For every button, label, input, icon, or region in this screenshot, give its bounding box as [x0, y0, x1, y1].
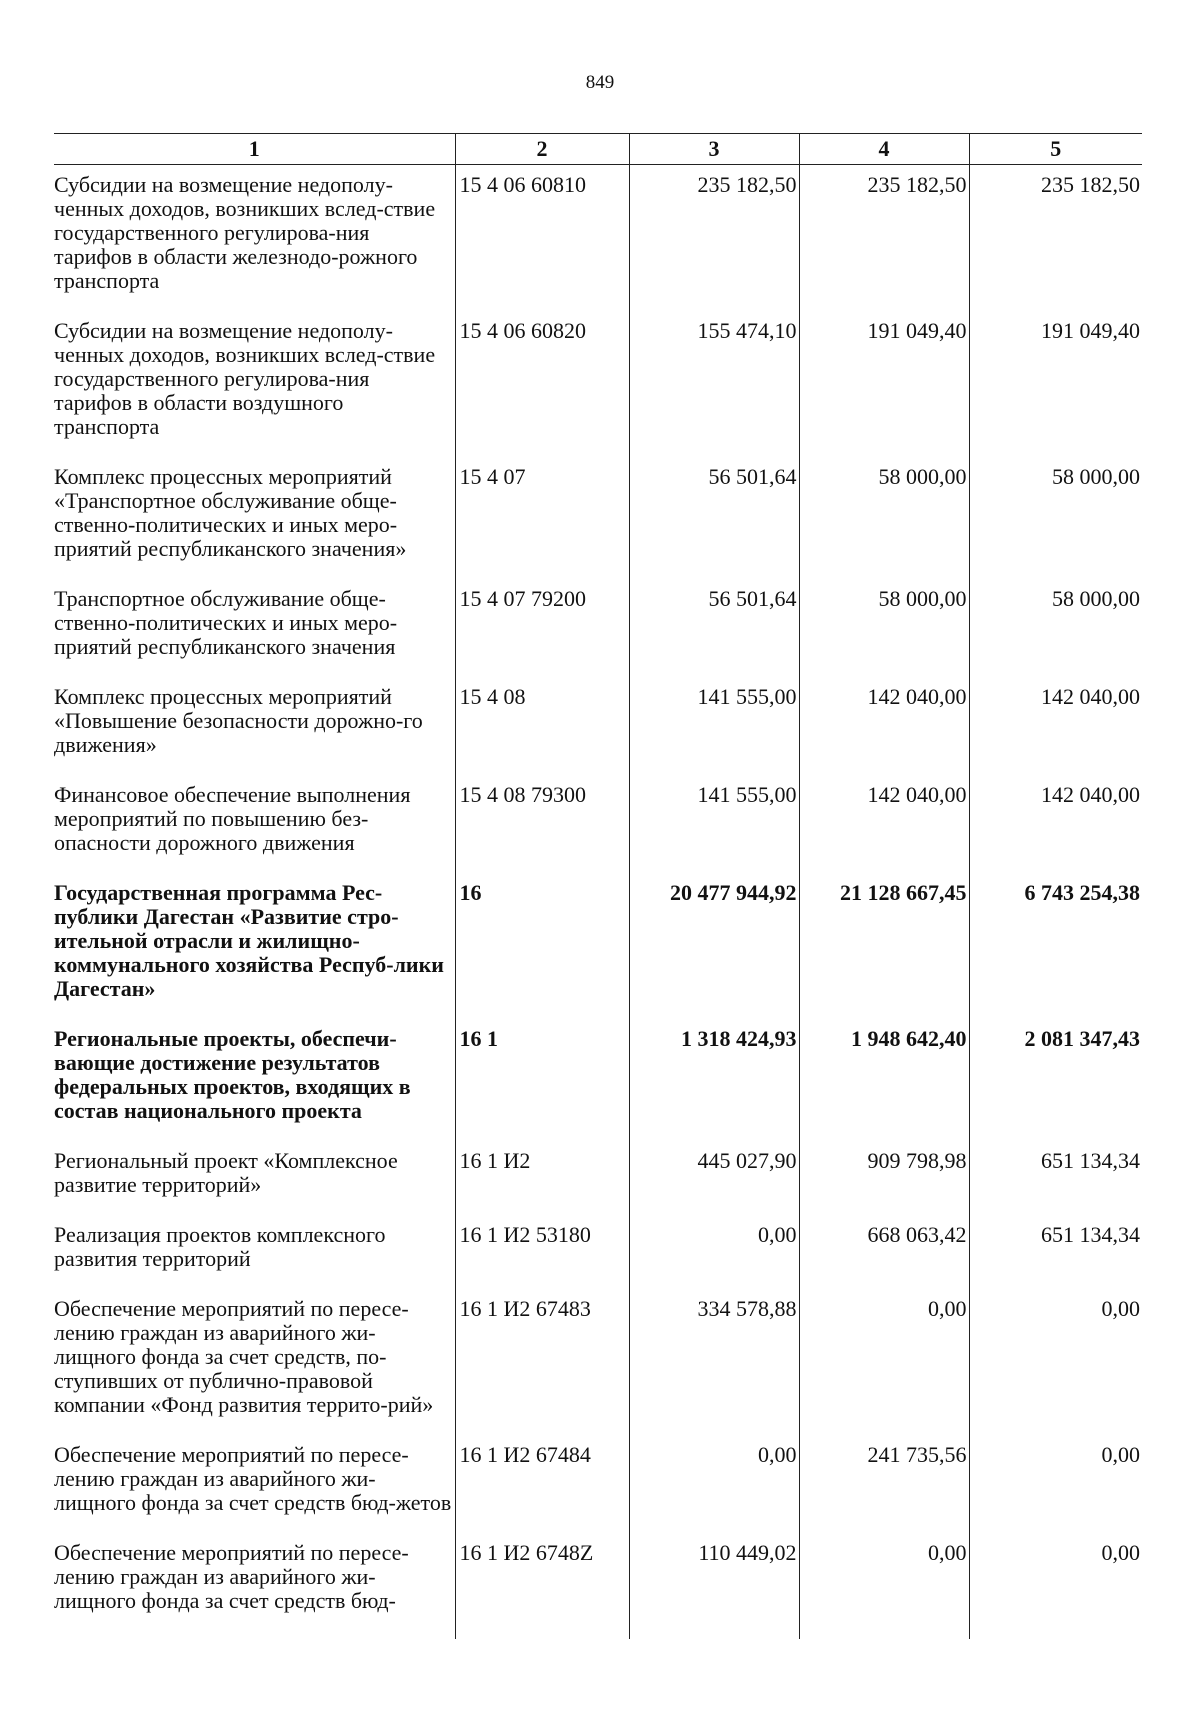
budget-table: [54, 133, 1142, 1639]
row-name: Финансовое обеспечение выполнения мероприятий по повышению без-опасности дорожного движения: [54, 782, 411, 855]
page-number: 849: [585, 72, 615, 93]
column-header-5: 5: [969, 134, 1142, 165]
row-value-col5: 0,00: [969, 1533, 1142, 1639]
row-value-col5: 6 743 254,38: [969, 873, 1142, 1019]
row-value-col4: 668 063,42: [799, 1215, 969, 1289]
row-value-col5: 0,00: [969, 1289, 1142, 1435]
table-row: [54, 1289, 1142, 1435]
row-value-col4: 191 049,40: [799, 311, 969, 457]
row-code: 16: [455, 873, 629, 1019]
table-row: [54, 311, 1142, 457]
table-row: [54, 1435, 1142, 1533]
row-name: Реализация проектов комплексного развития территорий: [54, 1222, 386, 1271]
row-code: 15 4 07 79200: [455, 579, 629, 677]
row-name: Комплекс процессных мероприятий «Повышение безопасности дорожно-го движения»: [54, 684, 423, 757]
row-name: Субсидии на возмещение недополу-ченных доходов, возникших вслед-ствие государственного регулирова-ния тарифов в области железнодо-рожного транспорта: [54, 172, 436, 293]
column-header-4: 4: [799, 134, 969, 165]
row-value-col5: 142 040,00: [969, 677, 1142, 775]
row-value-col5: 58 000,00: [969, 579, 1142, 677]
row-code: 16 1 И2 53180: [455, 1215, 629, 1289]
row-value-col4: 58 000,00: [799, 579, 969, 677]
row-name: Субсидии на возмещение недополу-ченных доходов, возникших вслед-ствие государственного регулирова-ния тарифов в области воздушного транспорта: [54, 318, 436, 439]
table-row: [54, 677, 1142, 775]
row-value-col4: 0,00: [799, 1533, 969, 1639]
row-value-col4: 0,00: [799, 1289, 969, 1435]
row-value-col5: 142 040,00: [969, 775, 1142, 873]
table-row: [54, 775, 1142, 873]
row-value-col4: 58 000,00: [799, 457, 969, 579]
row-code: 16 1: [455, 1019, 629, 1141]
row-value-col3: 0,00: [629, 1435, 799, 1533]
row-name: Обеспечение мероприятий по пересе-лению граждан из аварийного жи-лищного фонда за счет средств бюд-жетов: [54, 1442, 452, 1515]
row-value-col3: 110 449,02: [629, 1533, 799, 1639]
header-row: [54, 134, 1142, 165]
table-row: [54, 579, 1142, 677]
row-code: 15 4 08 79300: [455, 775, 629, 873]
row-code: 16 1 И2 67483: [455, 1289, 629, 1435]
row-code: 15 4 08: [455, 677, 629, 775]
row-value-col3: 235 182,50: [629, 165, 799, 312]
row-name: Обеспечение мероприятий по пересе-лению граждан из аварийного жи-лищного фонда за счет средств, по-ступивших от публично-правовой компании «Фонд развития террито-рий»: [54, 1296, 434, 1417]
row-value-col4: 235 182,50: [799, 165, 969, 312]
column-header-3: 3: [629, 134, 799, 165]
row-value-col5: 651 134,34: [969, 1141, 1142, 1215]
row-name: Региональный проект «Комплексное развитие территорий»: [54, 1148, 398, 1197]
row-value-col5: 0,00: [969, 1435, 1142, 1533]
row-value-col3: 141 555,00: [629, 775, 799, 873]
row-value-col5: 235 182,50: [969, 165, 1142, 312]
column-header-2: 2: [455, 134, 629, 165]
row-value-col3: 56 501,64: [629, 457, 799, 579]
row-value-col3: 20 477 944,92: [629, 873, 799, 1019]
row-value-col5: 651 134,34: [969, 1215, 1142, 1289]
row-value-col3: 0,00: [629, 1215, 799, 1289]
row-code: 15 4 06 60820: [455, 311, 629, 457]
table-row: [54, 1141, 1142, 1215]
row-name: Региональные проекты, обеспечи-вающие достижение результатов федеральных проектов, входящих в состав национального проекта: [54, 1026, 411, 1123]
row-code: 15 4 06 60810: [455, 165, 629, 312]
row-name: Транспортное обслуживание обще-ственно-политических и иных меро-приятий республиканского значения: [54, 586, 398, 659]
row-value-col4: 1 948 642,40: [799, 1019, 969, 1141]
row-value-col3: 155 474,10: [629, 311, 799, 457]
row-value-col3: 141 555,00: [629, 677, 799, 775]
table-row: [54, 1533, 1142, 1639]
row-value-col5: 191 049,40: [969, 311, 1142, 457]
row-value-col4: 142 040,00: [799, 677, 969, 775]
row-code: 16 1 И2 6748Z: [455, 1533, 629, 1639]
row-value-col4: 21 128 667,45: [799, 873, 969, 1019]
row-name: Обеспечение мероприятий по пересе-лению граждан из аварийного жи-лищного фонда за счет средств бюд-: [54, 1540, 409, 1613]
row-code: 16 1 И2: [455, 1141, 629, 1215]
row-value-col5: 2 081 347,43: [969, 1019, 1142, 1141]
row-value-col5: 58 000,00: [969, 457, 1142, 579]
row-name: Государственная программа Рес-публики Дагестан «Развитие стро-ительной отрасли и жилищно-коммунального хозяйства Респуб-лики Дагестан»: [54, 880, 444, 1001]
table-row: [54, 873, 1142, 1019]
table-row: [54, 165, 1142, 312]
row-value-col4: 142 040,00: [799, 775, 969, 873]
table-header: [54, 134, 1142, 165]
row-value-col3: 56 501,64: [629, 579, 799, 677]
row-value-col4: 241 735,56: [799, 1435, 969, 1533]
table-body: [54, 165, 1142, 1640]
table-row: [54, 1019, 1142, 1141]
row-name: Комплекс процессных мероприятий «Транспортное обслуживание обще-ственно-политических и иных меро-приятий республиканского значения»: [54, 464, 407, 561]
column-header-1: 1: [54, 134, 455, 165]
row-code: 15 4 07: [455, 457, 629, 579]
row-code: 16 1 И2 67484: [455, 1435, 629, 1533]
row-value-col3: 334 578,88: [629, 1289, 799, 1435]
row-value-col3: 1 318 424,93: [629, 1019, 799, 1141]
table-row: [54, 457, 1142, 579]
row-value-col3: 445 027,90: [629, 1141, 799, 1215]
table-row: [54, 1215, 1142, 1289]
row-value-col4: 909 798,98: [799, 1141, 969, 1215]
